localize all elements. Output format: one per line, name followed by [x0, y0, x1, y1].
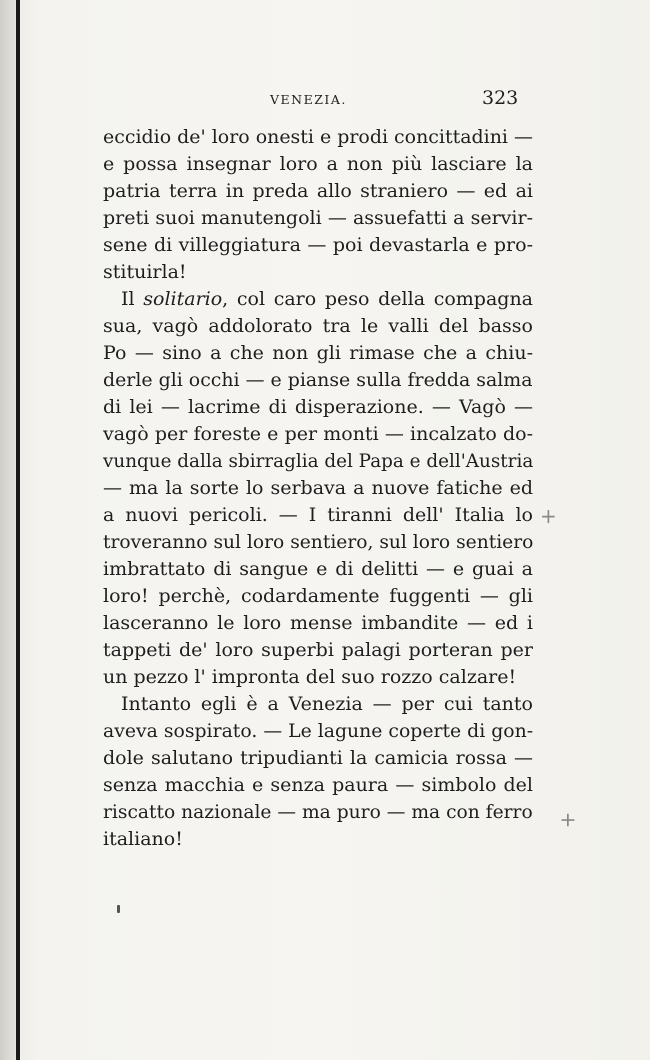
text-line: a nuovi pericoli. — I tiranni dell' Italia lo — [103, 504, 533, 526]
text-line: troveranno sul loro sentiero, sul loro sentiero — [103, 531, 534, 553]
paragraph-3 — [103, 691, 533, 853]
text-span: Il — [121, 288, 144, 310]
text-line: e possa insegnar loro a non più lasciare la — [103, 153, 533, 175]
text-line: — ma la sorte lo serbava a nuove fatiche ed — [103, 477, 533, 499]
text-line: preti suoi manutengoli — assuefatti a servir- — [103, 207, 533, 229]
text-line: sua, vagò addolorato tra le valli del basso — [103, 315, 533, 337]
text-line: sene di villeggiatura — poi devastarla e pro- — [103, 234, 533, 256]
ink-speck — [117, 905, 120, 913]
text-line: stituirla! — [103, 261, 187, 283]
text-line: derle gli occhi — e pianse sulla fredda salma — [103, 369, 533, 391]
text-line: italiano! — [103, 828, 183, 850]
page-number: 323 — [482, 87, 519, 109]
text-line: dole salutano tripudianti la camicia rossa — — [103, 747, 533, 769]
italic-term: solitario — [143, 288, 223, 310]
text-line — [103, 286, 533, 313]
text-line: un pezzo l' impronta del suo rozzo calzare! — [103, 666, 517, 688]
pencil-mark-icon: + — [556, 811, 581, 829]
text-line: di lei — lacrime di disperazione. — Vagò — — [103, 396, 533, 418]
text-line: riscatto nazionale — ma puro — ma con ferro — [103, 801, 533, 823]
paragraph-2 — [103, 286, 533, 691]
text-line: Po — sino a che non gli rimase che a chiu- — [103, 342, 533, 364]
pencil-mark-icon: + — [540, 504, 557, 528]
text-line: lasceranno le loro mense imbandite — ed i — [103, 612, 533, 634]
body-text — [103, 124, 533, 853]
text-line: Intanto egli è a Venezia — per cui tanto — [121, 693, 533, 715]
text-line: imbrattato di sangue e di delitti — e guai a — [103, 558, 533, 580]
text-line: senza macchia e senza paura — simbolo del — [103, 774, 533, 796]
text-line: loro! perchè, codardamente fuggenti — gli — [103, 585, 533, 607]
text-line: tappeti de' loro superbi palagi porteran per — [103, 639, 533, 661]
running-head: VENEZIA. — [270, 92, 347, 107]
text-line: patria terra in preda allo straniero — ed ai — [103, 180, 533, 202]
text-line: vagò per foreste e per monti — incalzato do- — [103, 423, 533, 445]
text-line: vunque dalla sbirraglia del Papa e dell'Austria — [103, 450, 534, 472]
binding-shadow — [0, 0, 16, 1060]
paragraph-1 — [103, 124, 533, 286]
text-line: eccidio de' loro onesti e prodi concittadini — — [103, 126, 533, 148]
text-span: , col caro peso della compagna — [222, 288, 534, 310]
text-line: aveva sospirato. — Le lagune coperte di gon- — [103, 720, 534, 742]
binding-edge-line — [16, 0, 20, 1060]
